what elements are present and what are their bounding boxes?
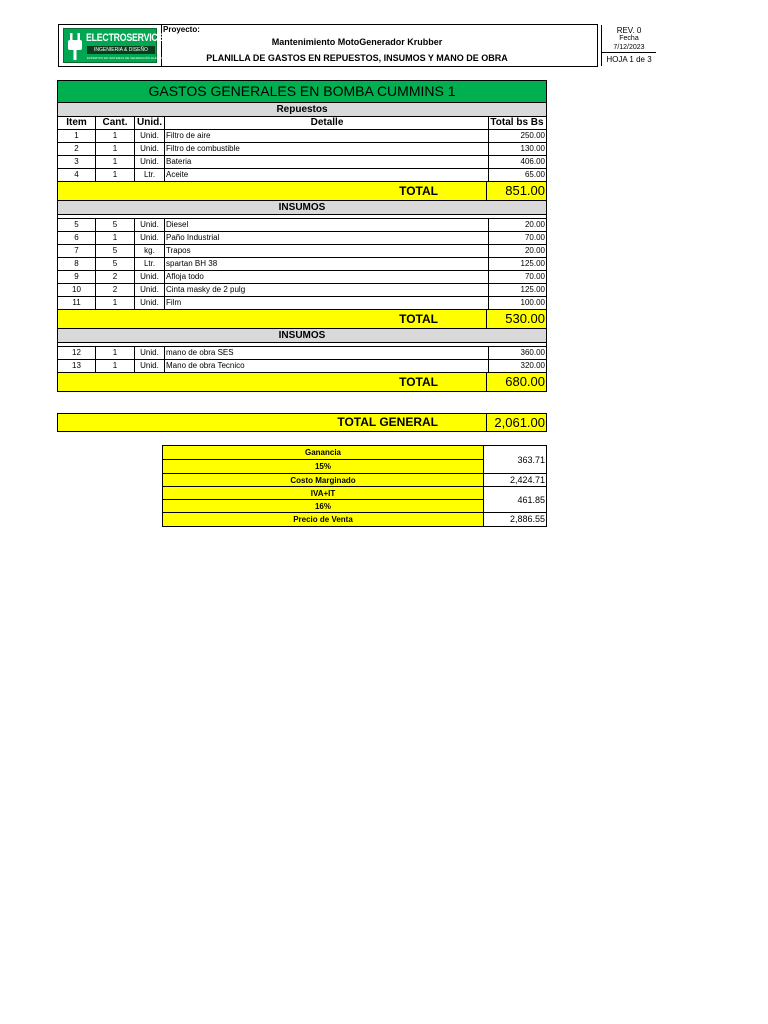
cell-detalle: Cinta masky de 2 pulg (165, 284, 489, 296)
subtotal-value: 530.00 (505, 311, 545, 326)
cell-item: 2 (58, 143, 96, 155)
cell-cant: 5 (96, 219, 135, 231)
cell-item: 8 (58, 258, 96, 270)
cell-unid: Unid. (135, 284, 165, 296)
ganancia-percent: 15% (163, 460, 484, 474)
table-row (58, 156, 546, 169)
revision: REV. 0 (616, 26, 642, 35)
cell-unid: Ltr. (135, 258, 165, 270)
logo-tagline: EXPERTOS EN SISTEMAS DE GENERACIÓN ELÉCTRICA (87, 56, 168, 60)
cell-detalle: Paño Industrial (165, 232, 489, 244)
cell-cant: 1 (96, 347, 135, 359)
iva-label: IVA+IT (163, 487, 484, 500)
ganancia-value: 363.71 (484, 446, 546, 474)
total-general-row (57, 413, 547, 432)
cell-cant: 1 (96, 156, 135, 168)
cell-cant: 1 (96, 130, 135, 142)
cell-detalle: mano de obra SES (165, 347, 489, 359)
table-row (58, 258, 546, 271)
cell-unid: Unid. (135, 360, 165, 372)
document-meta (601, 25, 697, 66)
price-summary (162, 445, 547, 527)
cell-unid: Unid. (135, 156, 165, 168)
cell-total: 20.00 (524, 246, 545, 255)
col-cant: Cant. (96, 117, 135, 129)
table-row (58, 143, 546, 156)
costo-value: 2,424.71 (484, 474, 546, 487)
cell-total: 320.00 (520, 361, 545, 370)
cell-item: 9 (58, 271, 96, 283)
cell-item: 5 (58, 219, 96, 231)
project-title: Mantenimiento MotoGenerador Krubber (271, 37, 443, 47)
subtotal-value: 851.00 (505, 183, 545, 198)
project-cell (162, 25, 603, 66)
cell-cant: 1 (96, 360, 135, 372)
logo-subtitle: INGENIERIA & DISEÑO (87, 46, 155, 54)
cell-unid: kg. (135, 245, 165, 257)
subtotal-label: TOTAL (399, 184, 438, 198)
cell-unid: Unid. (135, 271, 165, 283)
document-header (58, 24, 652, 67)
iva-percent: 16% (163, 500, 484, 513)
table-row (58, 284, 546, 297)
cell-detalle: Diesel (165, 219, 489, 231)
date-value: 7/12/2023 (602, 43, 656, 53)
cell-detalle: Bateria (165, 156, 489, 168)
cell-detalle: Film (165, 297, 489, 309)
column-headers (58, 117, 546, 130)
cell-cant: 1 (96, 297, 135, 309)
cell-cant: 1 (96, 143, 135, 155)
cell-item: 11 (58, 297, 96, 309)
section-header-mano-de-obra: INSUMOS (58, 329, 546, 343)
table-row (58, 130, 546, 143)
cell-unid: Unid. (135, 347, 165, 359)
col-total: Total bs Bs (490, 117, 544, 128)
cell-total: 125.00 (520, 285, 545, 294)
cell-unid: Unid. (135, 130, 165, 142)
cell-item: 4 (58, 169, 96, 181)
project-label: Proyecto: (163, 25, 200, 34)
col-detalle: Detalle (165, 117, 489, 129)
plug-icon (67, 33, 83, 60)
table-row (58, 360, 546, 373)
total-general-value: 2,061.00 (494, 415, 545, 430)
cell-unid: Unid. (135, 143, 165, 155)
date-label: Fecha (619, 35, 639, 42)
cell-detalle: Afloja todo (165, 271, 489, 283)
table-title: GASTOS GENERALES EN BOMBA CUMMINS 1 (58, 81, 546, 103)
cell-total: 406.00 (520, 157, 545, 166)
cell-total: 125.00 (520, 259, 545, 268)
logo-brand: ELECTROSERVICE (86, 32, 164, 44)
cell-detalle: Filtro de combustible (165, 143, 489, 155)
cell-unid: Unid. (135, 232, 165, 244)
section-header-repuestos: Repuestos (58, 103, 546, 117)
company-logo (63, 28, 168, 63)
subtotal-repuestos (58, 182, 546, 201)
cell-cant: 5 (96, 245, 135, 257)
total-general-label: TOTAL GENERAL (337, 415, 438, 429)
subtotal-insumos (58, 310, 546, 329)
precio-value: 2,886.55 (509, 514, 545, 524)
cell-total: 65.00 (524, 170, 545, 179)
cell-unid: Unid. (135, 297, 165, 309)
subtotal-label: TOTAL (399, 312, 438, 326)
cell-item: 7 (58, 245, 96, 257)
table-row (58, 232, 546, 245)
ganancia-label: Ganancia (163, 446, 484, 460)
cell-detalle: Aceite (165, 169, 489, 181)
cell-cant: 1 (96, 169, 135, 181)
cell-detalle: Filtro de aire (165, 130, 489, 142)
iva-value: 461.85 (484, 487, 546, 513)
cell-detalle: Trapos (165, 245, 489, 257)
cell-total: 360.00 (520, 348, 545, 357)
table-row (58, 219, 546, 232)
cell-detalle: Mano de obra Tecnico (165, 360, 489, 372)
cell-cant: 2 (96, 284, 135, 296)
cell-total: 70.00 (524, 233, 545, 242)
table-row (58, 347, 546, 360)
precio-label: Precio de Venta (163, 513, 484, 526)
cell-item: 13 (58, 360, 96, 372)
cell-item: 1 (58, 130, 96, 142)
cell-unid: Ltr. (135, 169, 165, 181)
cell-total: 70.00 (524, 272, 545, 281)
table-row (58, 245, 546, 258)
project-subtitle: PLANILLA DE GASTOS EN REPUESTOS, INSUMOS Y MANO DE OBRA (206, 53, 508, 63)
logo-cell (59, 25, 168, 66)
cell-cant: 1 (96, 232, 135, 244)
col-item: Item (58, 117, 96, 129)
table-row (58, 169, 546, 182)
subtotal-mano-de-obra (58, 373, 546, 391)
costo-label: Costo Marginado (163, 474, 484, 487)
subtotal-label: TOTAL (399, 375, 438, 389)
table-row (58, 271, 546, 284)
cell-cant: 2 (96, 271, 135, 283)
cell-total: 100.00 (520, 298, 545, 307)
col-unid: Unid. (135, 117, 165, 129)
cell-cant: 5 (96, 258, 135, 270)
cell-total: 130.00 (520, 144, 545, 153)
table-row (58, 297, 546, 310)
cell-item: 10 (58, 284, 96, 296)
cell-item: 12 (58, 347, 96, 359)
cell-detalle: spartan BH 38 (165, 258, 489, 270)
subtotal-value: 680.00 (505, 374, 545, 389)
cell-total: 250.00 (520, 131, 545, 140)
cell-item: 3 (58, 156, 96, 168)
cell-item: 6 (58, 232, 96, 244)
cell-unid: Unid. (135, 219, 165, 231)
section-header-insumos: INSUMOS (58, 201, 546, 215)
sheet-number: HOJA 1 de 3 (606, 55, 652, 64)
cell-total: 20.00 (524, 220, 545, 229)
expenses-table (57, 80, 547, 392)
